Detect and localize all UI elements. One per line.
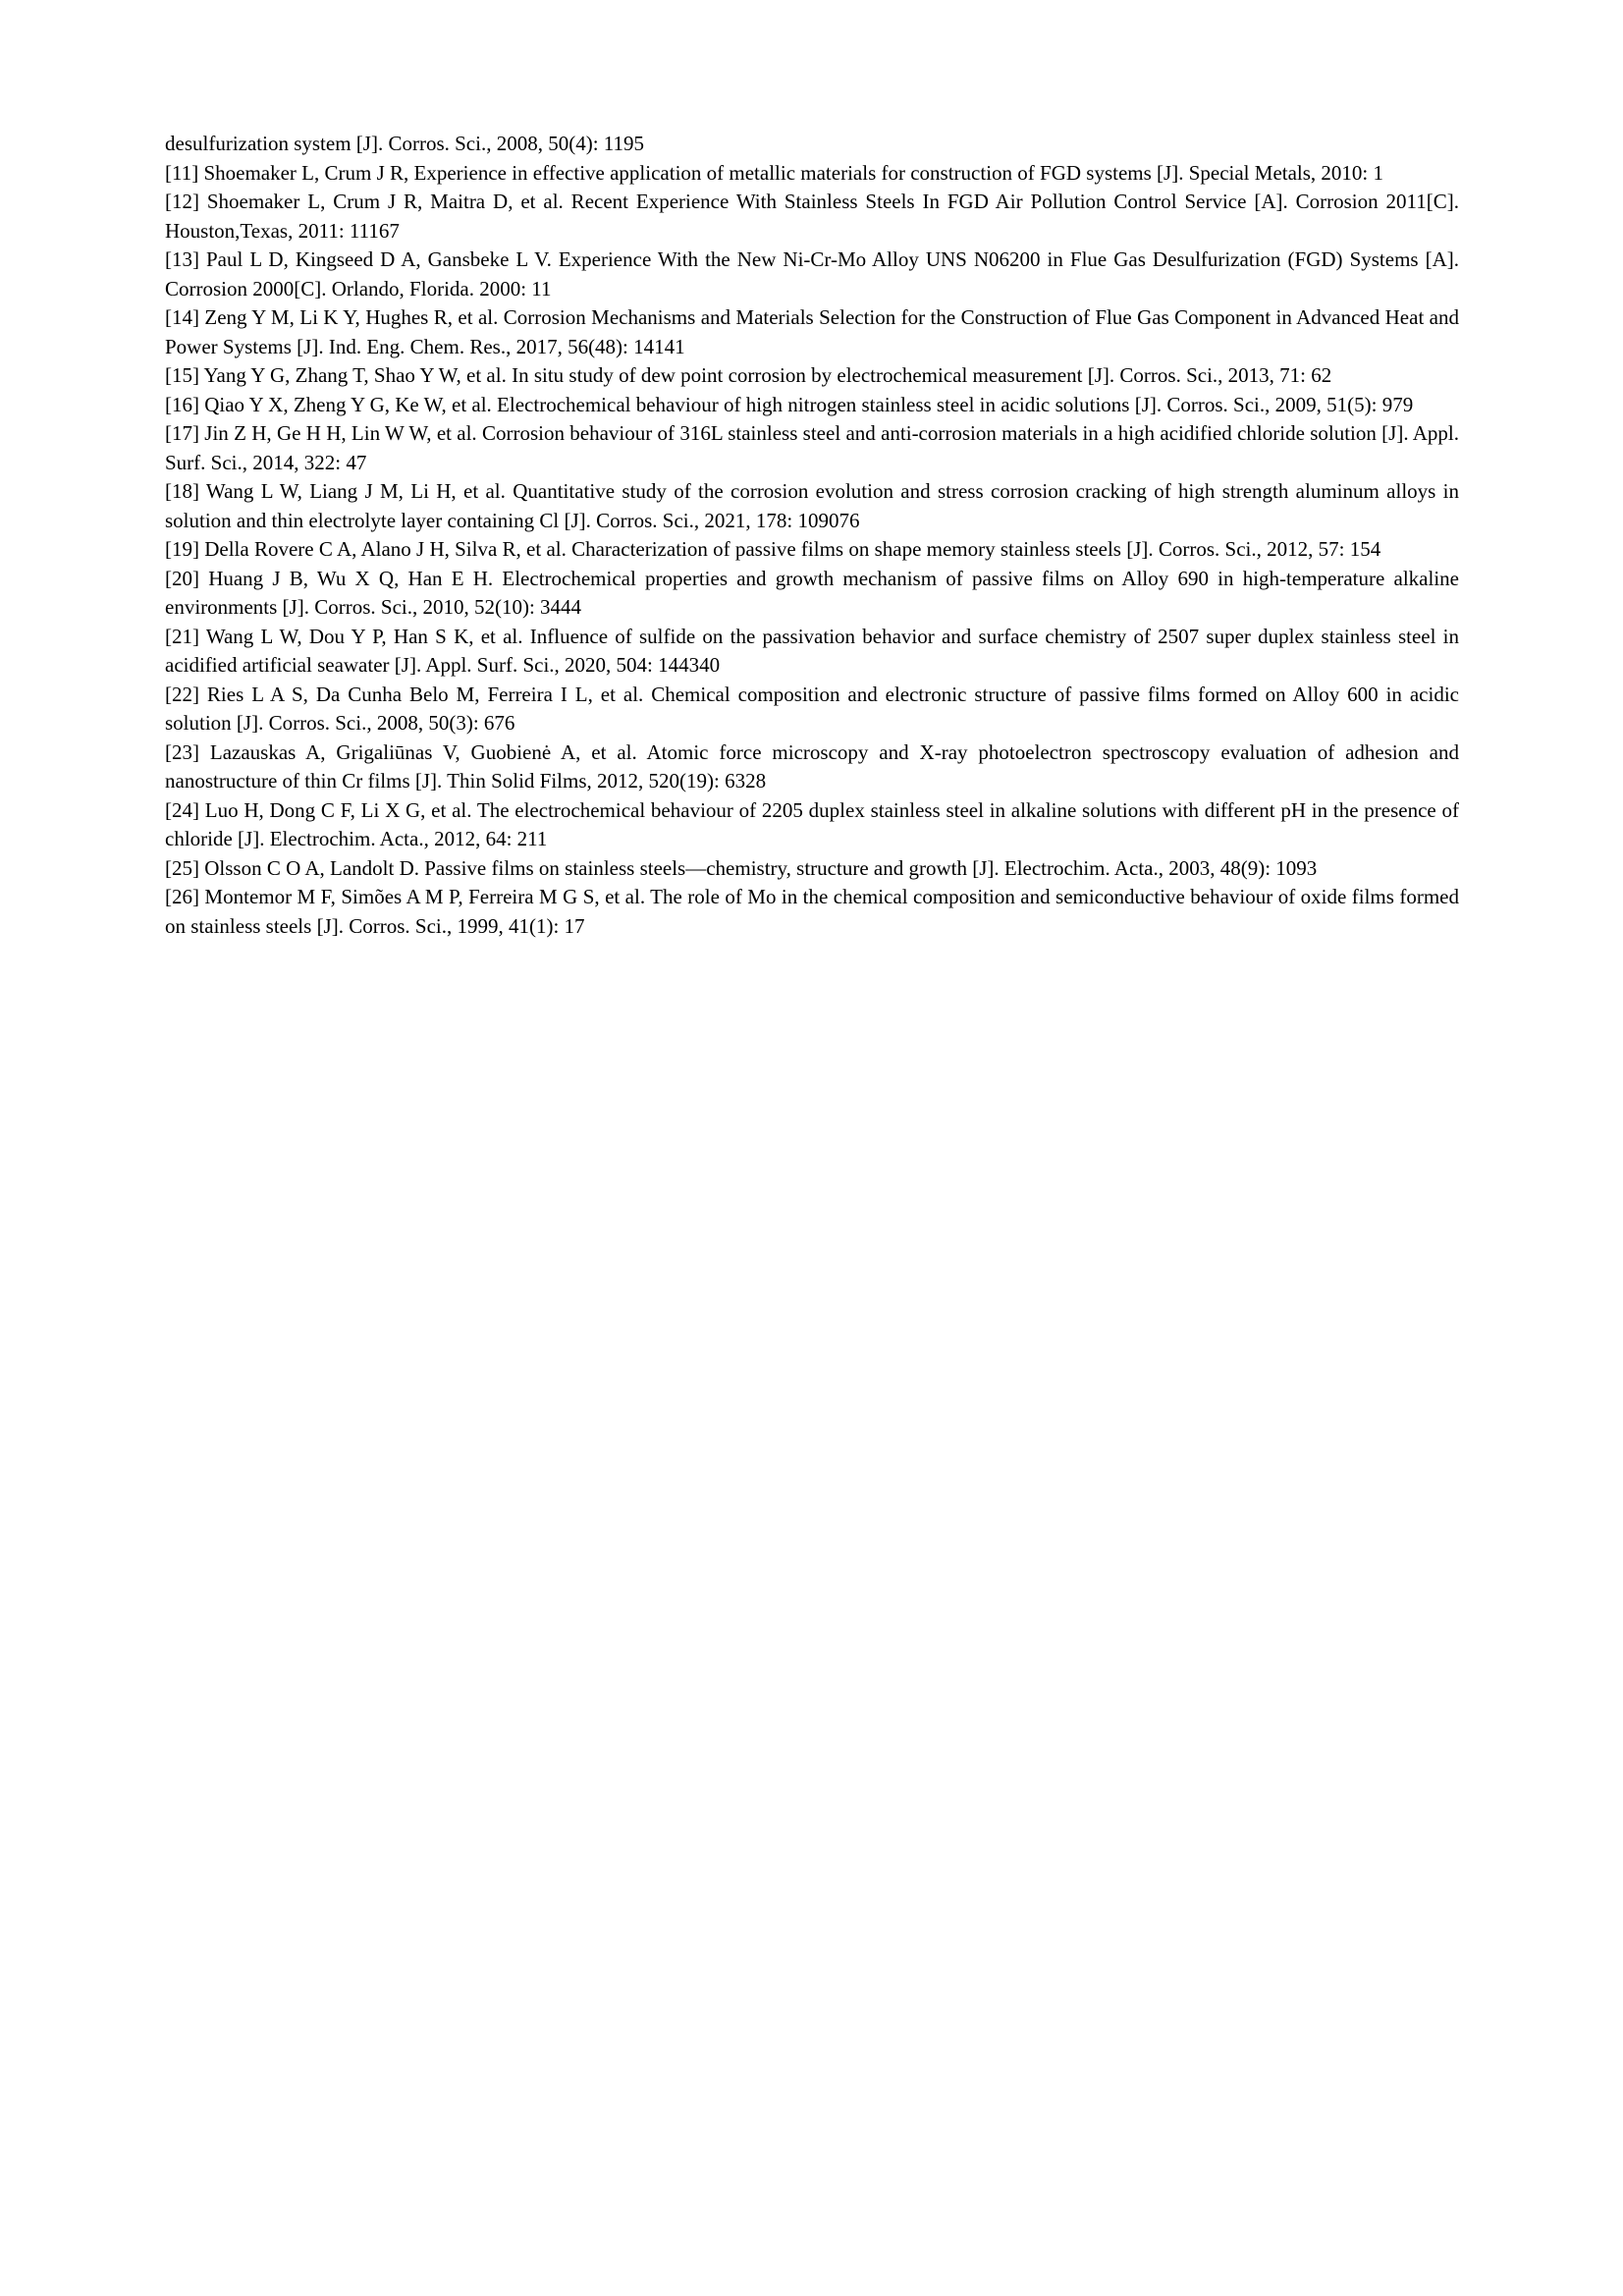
reference-paragraph: [26] Montemor M F, Simões A M P, Ferreira M G S, et al. The role of Mo in the chemical composition and semiconductive behaviour of oxide films formed on stainless steels [J]. Corros. Sci., 1999, 41(1): 17 bbox=[165, 885, 1459, 938]
reference-continuation-line: desulfurization system [J]. Corros. Sci., 2008, 50(4): 1195 bbox=[165, 132, 644, 155]
reference-paragraph: [19] Della Rovere C A, Alano J H, Silva R, et al. Characterization of passive films on shape memory stainless steels [J]. Corros. Sci., 2012, 57: 154 bbox=[165, 537, 1381, 561]
reference-paragraph: [12] Shoemaker L, Crum J R, Maitra D, et al. Recent Experience With Stainless Steels In FGD Air Pollution Control Service [A]. Corrosion 2011[C]. Houston,Texas, 2011: 11167 bbox=[165, 190, 1459, 243]
reference-paragraph: [24] Luo H, Dong C F, Li X G, et al. The electrochemical behaviour of 2205 duplex stainless steel in alkaline solutions with different pH in the presence of chloride [J]. Electrochim. Acta., 2012, 64: 211 bbox=[165, 797, 1459, 850]
reference-paragraph: [16] Qiao Y X, Zheng Y G, Ke W, et al. Electrochemical behaviour of high nitrogen stainless steel in acidic solutions [J]. Corros. Sci., 2009, 51(5): 979 bbox=[165, 392, 1414, 416]
reference-paragraph: [23] Lazauskas A, Grigaliūnas V, Guobienė A, et al. Atomic force microscopy and X-ray photoelectron spectroscopy evaluation of adhesion and nanostructure of thin Cr films [J]. Thin Solid Films, 2012, 520(19): 6328 bbox=[165, 739, 1459, 793]
reference-paragraph: [25] Olsson C O A, Landolt D. Passive films on stainless steels—chemistry, structure and growth [J]. Electrochim. Acta., 2003, 48(9): 1093 bbox=[165, 855, 1318, 880]
reference-paragraph: [21] Wang L W, Dou Y P, Han S K, et al. Influence of sulfide on the passivation behavior and surface chemistry of 2507 super duplex stainless steel in acidified artificial seawater [J]. Appl. Surf. Sci., 2020, 504: 144340 bbox=[165, 624, 1459, 677]
reference-paragraph: [17] Jin Z H, Ge H H, Lin W W, et al. Corrosion behaviour of 316L stainless steel and anti-corrosion materials in a high acidified chloride solution [J]. Appl. Surf. Sci., 2014, 322: 47 bbox=[165, 421, 1459, 474]
reference-paragraph: [18] Wang L W, Liang J M, Li H, et al. Quantitative study of the corrosion evolution and stress corrosion cracking of high strength aluminum alloys in solution and thin electrolyte layer containing Cl [J]. Corros. Sci., 2021, 178: 109076 bbox=[165, 479, 1459, 532]
references-section bbox=[165, 130, 1459, 941]
reference-paragraph: [11] Shoemaker L, Crum J R, Experience in effective application of metallic materials for construction of FGD systems [J]. Special Metals, 2010: 1 bbox=[165, 160, 1384, 185]
references-list bbox=[165, 159, 1459, 942]
reference-paragraph: [14] Zeng Y M, Li K Y, Hughes R, et al. Corrosion Mechanisms and Materials Selection for the Construction of Flue Gas Component in Advanced Heat and Power Systems [J]. Ind. Eng. Chem. Res., 2017, 56(48): 14141 bbox=[165, 305, 1459, 358]
reference-paragraph: [15] Yang Y G, Zhang T, Shao Y W, et al. In situ study of dew point corrosion by electrochemical measurement [J]. Corros. Sci., 2013, 71: 62 bbox=[165, 363, 1332, 387]
reference-paragraph: [13] Paul L D, Kingseed D A, Gansbeke L V. Experience With the New Ni-Cr-Mo Alloy UNS N06200 in Flue Gas Desulfurization (FGD) Systems [A]. Corrosion 2000[C]. Orlando, Florida. 2000: 11 bbox=[165, 247, 1459, 301]
reference-paragraph: [22] Ries L A S, Da Cunha Belo M, Ferreira I L, et al. Chemical composition and electronic structure of passive films formed on Alloy 600 in acidic solution [J]. Corros. Sci., 2008, 50(3): 676 bbox=[165, 682, 1459, 735]
reference-paragraph: [20] Huang J B, Wu X Q, Han E H. Electrochemical properties and growth mechanism of passive films on Alloy 690 in high-temperature alkaline environments [J]. Corros. Sci., 2010, 52(10): 3444 bbox=[165, 566, 1459, 619]
